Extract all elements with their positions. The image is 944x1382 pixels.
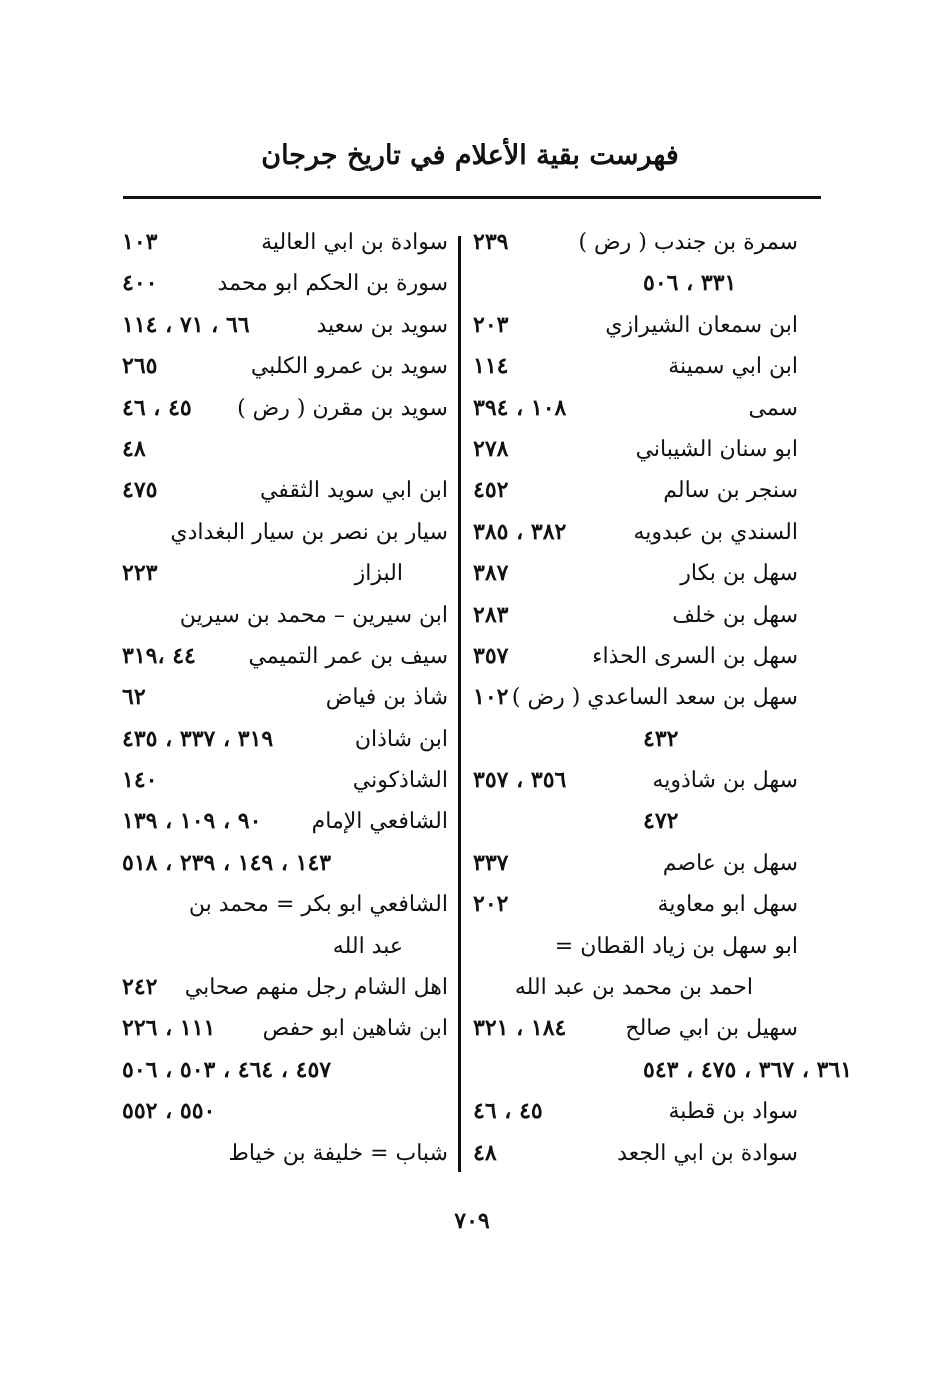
index-entry <box>122 595 448 636</box>
entry-name: سويد بن سعيد <box>316 312 448 338</box>
entry-pages: ١١١ ، ٢٢٦ <box>122 1015 216 1042</box>
index-entry <box>122 636 448 677</box>
index-entry <box>473 926 798 967</box>
index-entry <box>473 719 798 760</box>
index-entry <box>122 1050 448 1091</box>
entry-name: سيف بن عمر التميمي <box>248 643 448 669</box>
index-column-right <box>473 222 853 1174</box>
entry-name: سهل بن شاذويه <box>652 768 798 794</box>
index-entry <box>122 553 448 594</box>
entry-name: سوادة بن ابي العالية <box>261 230 448 255</box>
entry-name: شباب = خليفة بن خياط <box>228 1140 448 1166</box>
entry-pages: ٣٣٧ <box>473 849 509 876</box>
entry-pages: ٤٨ <box>122 435 146 462</box>
index-entry <box>473 346 798 387</box>
index-entry <box>122 1133 448 1174</box>
entry-name: ابو سهل بن زياد القطان = <box>554 933 798 959</box>
index-entry <box>122 843 448 884</box>
entry-name: سورة بن الحكم ابو محمد <box>217 271 448 297</box>
entry-pages: ٤٧٢ <box>643 808 679 835</box>
index-entry <box>122 222 448 263</box>
entry-pages: ٤٣٢ <box>643 725 679 752</box>
page-number: ٧٠٩ <box>454 1208 490 1234</box>
entry-name: سمى <box>748 395 798 421</box>
entry-pages: ٢٢٣ <box>122 560 158 587</box>
entry-pages: ٢٠٣ <box>473 311 509 338</box>
index-entry <box>473 1050 853 1091</box>
entry-pages: ٢٦٥ <box>122 353 158 380</box>
index-entry <box>122 884 448 925</box>
entry-pages: ١١٤ <box>473 353 509 380</box>
index-entry <box>473 553 798 594</box>
index-entry <box>122 1091 448 1132</box>
entry-name: سويد بن عمرو الكلبي <box>250 354 448 380</box>
entry-pages: ٣٣١ ، ٥٠٦ <box>643 270 737 297</box>
index-entry <box>122 760 448 801</box>
entry-name: سهل بن عاصم <box>662 850 798 876</box>
entry-name: سهل بن سعد الساعدي ( رض ) <box>511 685 798 711</box>
index-entry <box>122 429 448 470</box>
entry-name: ابن سيرين – محمد بن سيرين <box>179 602 448 628</box>
entry-name: سوادة بن ابي الجعد <box>617 1140 798 1166</box>
entry-pages: ١٤٠ <box>122 767 158 794</box>
index-entry <box>122 470 448 511</box>
index-entry <box>122 263 448 304</box>
entry-pages: ٦٢ <box>122 684 146 711</box>
entry-pages: ٤٤ ،٣١٩ <box>122 642 196 669</box>
index-entry <box>473 801 798 842</box>
index-entry <box>473 429 798 470</box>
index-entry <box>473 677 798 718</box>
entry-pages: ١٠٣ <box>122 229 158 255</box>
entry-pages: ٣٦١ ، ٣٦٧ ، ٤٧٥ ، ٥٤٣ <box>643 1056 853 1083</box>
index-entry <box>122 346 448 387</box>
index-entry <box>473 760 798 801</box>
entry-name: ابن ابي سمينة <box>668 354 798 380</box>
index-entry <box>473 1091 798 1132</box>
index-entry <box>122 801 448 842</box>
entry-name: شاذ بن فياض <box>325 685 448 711</box>
entry-name: الشافعي ابو بكر = محمد بن <box>188 892 448 918</box>
entry-pages: ٤٨ <box>473 1139 497 1166</box>
entry-pages: ٤٠٠ <box>122 270 158 297</box>
index-entry <box>122 512 448 553</box>
index-entry <box>473 305 798 346</box>
index-entry <box>473 1133 798 1174</box>
entry-pages: ٣٥٦ ، ٣٥٧ <box>473 767 567 794</box>
entry-name: سهل بن السرى الحذاء <box>592 643 798 669</box>
entry-pages: ٤٥٢ <box>473 477 509 504</box>
index-entry <box>122 967 448 1008</box>
entry-name: اهل الشام رجل منهم صحابي <box>184 975 448 1001</box>
entry-name: سنجر بن سالم <box>663 478 798 504</box>
entry-name: سهل بن خلف <box>672 602 798 628</box>
entry-name: احمد بن محمد بن عبد الله <box>514 975 753 1001</box>
entry-name: البزاز <box>354 561 403 587</box>
entry-name: ابن شاذان <box>354 726 448 752</box>
entry-pages: ٢٨٣ <box>473 601 509 628</box>
entry-name: الشافعي الإمام <box>311 809 448 835</box>
entry-pages: ٢٠٢ <box>473 891 509 918</box>
column-divider <box>458 236 461 1172</box>
entry-pages: ٦٦ ، ٧١ ، ١١٤ <box>122 311 250 338</box>
index-entry <box>473 388 798 429</box>
entry-name: سويد بن مقرن ( رض ) <box>237 395 448 421</box>
index-entry <box>473 222 798 263</box>
entry-pages: ٢٧٨ <box>473 435 509 462</box>
index-column-left <box>122 222 448 1174</box>
index-entry <box>122 719 448 760</box>
index-entry <box>473 967 798 1008</box>
entry-pages: ١٠٨ ، ٣٩٤ <box>473 394 567 421</box>
entry-name: ابن شاهين ابو حفص <box>262 1016 448 1042</box>
index-entry <box>473 884 798 925</box>
index-entry <box>473 470 798 511</box>
entry-name: ابن ابي سويد الثقفي <box>259 478 448 504</box>
entry-name: سيار بن نصر بن سيار البغدادي <box>170 519 448 545</box>
entry-pages: ٩٠ ، ١٠٩ ، ١٣٩ <box>122 808 262 835</box>
index-entry <box>473 1008 798 1049</box>
entry-name: سهل ابو معاوية <box>657 892 798 918</box>
entry-name: عبد الله <box>332 933 403 959</box>
entry-pages: ٤٥ ، ٤٦ <box>122 394 192 421</box>
index-entry <box>122 926 448 967</box>
entry-pages: ٥٥٠ ، ٥٥٢ <box>122 1098 216 1125</box>
index-entry <box>473 595 798 636</box>
index-entry <box>473 843 798 884</box>
index-entry <box>122 1008 448 1049</box>
entry-name: الشاذكوني <box>352 768 448 794</box>
header-rule <box>123 196 821 199</box>
entry-pages: ٢٣٩ <box>473 229 509 255</box>
entry-name: ابو سنان الشيباني <box>635 436 798 462</box>
entry-name: السندي بن عبدويه <box>633 519 798 545</box>
entry-pages: ٢٤٢ <box>122 974 158 1001</box>
index-entry <box>122 677 448 718</box>
entry-name: ابن سمعان الشيرازي <box>605 312 798 338</box>
entry-pages: ١٤٣ ، ١٤٩ ، ٢٣٩ ، ٥١٨ <box>122 849 332 876</box>
entry-name: سهل بن بكار <box>680 561 798 587</box>
entry-pages: ١٨٤ ، ٣٢١ <box>473 1015 567 1042</box>
entry-pages: ١٠٢ <box>473 684 509 711</box>
entry-name: سمرة بن جندب ( رض ) <box>578 230 798 255</box>
index-entry <box>473 636 798 677</box>
entry-pages: ٣٨٢ ، ٣٨٥ <box>473 518 567 545</box>
entry-name: سواد بن قطبة <box>668 1099 798 1125</box>
index-entry <box>473 263 798 304</box>
index-entry <box>122 305 448 346</box>
entry-pages: ٤٥٧ ، ٤٦٤ ، ٥٠٣ ، ٥٠٦ <box>122 1056 332 1083</box>
page-title: فهرست بقية الأعلام في تاريخ جرجان <box>261 140 679 171</box>
index-entry <box>473 512 798 553</box>
entry-pages: ٣١٩ ، ٣٣٧ ، ٤٣٥ <box>122 725 274 752</box>
entry-pages: ٣٥٧ <box>473 642 509 669</box>
index-entry <box>122 388 448 429</box>
entry-pages: ٤٧٥ <box>122 477 158 504</box>
entry-name: سهيل بن ابي صالح <box>625 1016 798 1042</box>
entry-pages: ٤٥ ، ٤٦ <box>473 1098 543 1125</box>
entry-pages: ٣٨٧ <box>473 560 509 587</box>
